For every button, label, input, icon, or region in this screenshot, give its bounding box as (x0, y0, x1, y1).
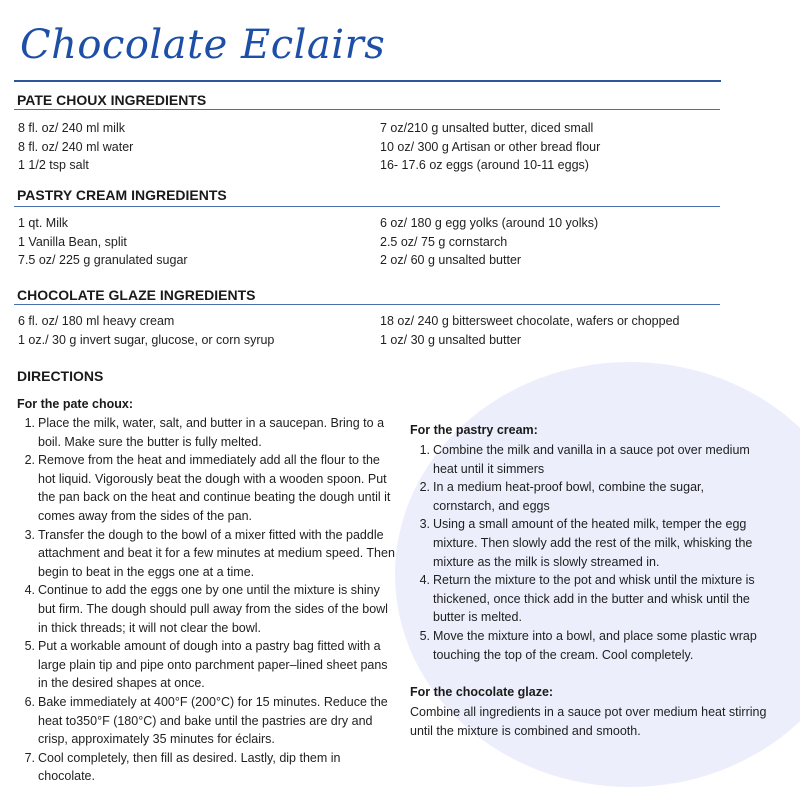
pastry-cream-heading: PASTRY CREAM INGREDIENTS (17, 187, 227, 203)
pate-choux-directions-heading: For the pate choux: (17, 397, 133, 411)
step-item (17, 637, 395, 693)
ingredient-item: 1 qt. Milk (18, 216, 69, 230)
step-item (412, 441, 764, 478)
pastry-cream-ingredients-right (380, 214, 598, 270)
page-title: Chocolate Eclairs (20, 22, 386, 68)
step-text: Move the mixture into a bowl, and place some plastic wrap touching the top of the cream. Cool completely. (433, 628, 757, 662)
pate-choux-steps (17, 414, 395, 786)
ingredient-item: 10 oz/ 300 g Artisan or other bread flour (380, 139, 601, 154)
step-text: In a medium heat-proof bowl, combine the sugar, cornstarch, and eggs (433, 480, 704, 513)
pate-choux-divider (14, 109, 720, 110)
title-divider (14, 80, 721, 82)
directions-heading: DIRECTIONS (17, 368, 104, 384)
step-item (17, 749, 395, 786)
step-item (412, 571, 764, 627)
step-item (17, 414, 395, 451)
ingredient-item: 2.5 oz/ 75 g cornstarch (380, 234, 508, 249)
step-item (17, 693, 395, 749)
pate-choux-ingredients-right (380, 119, 600, 175)
chocolate-glaze-heading: CHOCOLATE GLAZE INGREDIENTS (17, 287, 256, 303)
ingredient-item: 6 oz/ 180 g egg yolks (around 10 yolks) (380, 216, 599, 230)
step-number: 1. (24, 416, 35, 430)
step-item (412, 627, 764, 664)
chocolate-glaze-ingredients-left (18, 312, 274, 349)
step-number: 6. (24, 694, 35, 709)
ingredient-item: 7.5 oz/ 225 g granulated sugar (18, 253, 188, 267)
step-item (412, 478, 764, 515)
ingredient-item: 1 1/2 tsp salt (18, 158, 89, 172)
step-number: 5. (24, 639, 35, 654)
ingredient-item: 1 Vanilla Bean, split (18, 234, 127, 249)
chocolate-glaze-divider (14, 304, 720, 305)
chocolate-glaze-ingredients-right (380, 312, 680, 349)
step-number: 7. (24, 750, 35, 765)
step-number: 4. (24, 583, 35, 598)
pate-choux-ingredients-left (18, 119, 133, 175)
step-text: Cool completely, then fill as desired. Lastly, dip them in chocolate. (38, 750, 341, 784)
ingredient-item: 1 oz./ 30 g invert sugar, glucose, or corn syrup (18, 332, 275, 347)
step-text: Continue to add the eggs one by one until the mixture is shiny but firm. The dough should pull away from the sides of the bowl in thick threads; it will not clear the bowl. (38, 583, 388, 635)
step-text: Using a small amount of the heated milk, temper the egg mixture. Then slowly add the rest of the milk, whisking the mixture as the milk is slowly streamed in. (433, 517, 753, 569)
step-number: 2. (419, 480, 430, 495)
ingredient-item: 7 oz/210 g unsalted butter, diced small (380, 121, 594, 135)
step-item (17, 451, 395, 525)
step-number: 4. (419, 573, 430, 588)
pastry-cream-ingredients-left (18, 214, 188, 270)
pastry-cream-divider (14, 206, 720, 207)
step-text: Bake immediately at 400°F (200°C) for 15 minutes. Reduce the heat to350°F (180°C) and bake until the pastries are dry and crisp, approximately 35 minutes for éclairs. (38, 694, 388, 747)
pastry-cream-directions-heading: For the pastry cream: (410, 423, 538, 437)
ingredient-item: 2 oz/ 60 g unsalted butter (380, 253, 522, 267)
step-number: 3. (419, 517, 430, 532)
step-text: Remove from the heat and immediately add all the flour to the hot liquid. Vigorously beat the dough with a wooden spoon. Put the pan back on the heat and continue beating the dough until it comes away from the sides of the pan. (38, 453, 391, 523)
ingredient-item: 8 fl. oz/ 240 ml milk (18, 121, 125, 135)
step-item (17, 526, 395, 582)
step-number: 2. (24, 453, 35, 468)
ingredient-item: 18 oz/ 240 g bittersweet chocolate, wafers or chopped (380, 314, 680, 328)
step-item (412, 515, 764, 571)
step-text: Put a workable amount of dough into a pastry bag fitted with a large plain tip and pipe onto parchment paper–lined sheet pans in the desired shapes at once. (38, 639, 388, 691)
step-number: 5. (419, 628, 430, 643)
step-number: 3. (24, 527, 35, 542)
ingredient-item: 6 fl. oz/ 180 ml heavy cream (18, 314, 175, 328)
step-text: Transfer the dough to the bowl of a mixer fitted with the paddle attachment and beat it for a few minutes at medium speed. Then begin to beat in the eggs one at a time. (38, 527, 395, 579)
pate-choux-heading: PATE CHOUX INGREDIENTS (17, 92, 207, 108)
step-text: Combine the milk and vanilla in a sauce pot over medium heat until it simmers (433, 443, 750, 476)
ingredient-item: 8 fl. oz/ 240 ml water (18, 139, 134, 154)
step-item (17, 581, 395, 637)
step-number: 1. (419, 443, 430, 457)
step-text: Place the milk, water, salt, and butter in a saucepan. Bring to a boil. Make sure the butter is fully melted. (38, 416, 385, 449)
chocolate-glaze-directions-text: Combine all ingredients in a sauce pot over medium heat stirring until the mixture is combined and smooth. (410, 705, 767, 738)
ingredient-item: 16- 17.6 oz eggs (around 10-11 eggs) (380, 158, 589, 172)
step-text: Return the mixture to the pot and whisk until the mixture is thickened, once thick add in the butter and whisk until the butter is melted. (433, 573, 755, 625)
ingredient-item: 1 oz/ 30 g unsalted butter (380, 332, 522, 347)
chocolate-glaze-directions-heading: For the chocolate glaze: (410, 685, 554, 699)
pastry-cream-steps (412, 441, 764, 664)
